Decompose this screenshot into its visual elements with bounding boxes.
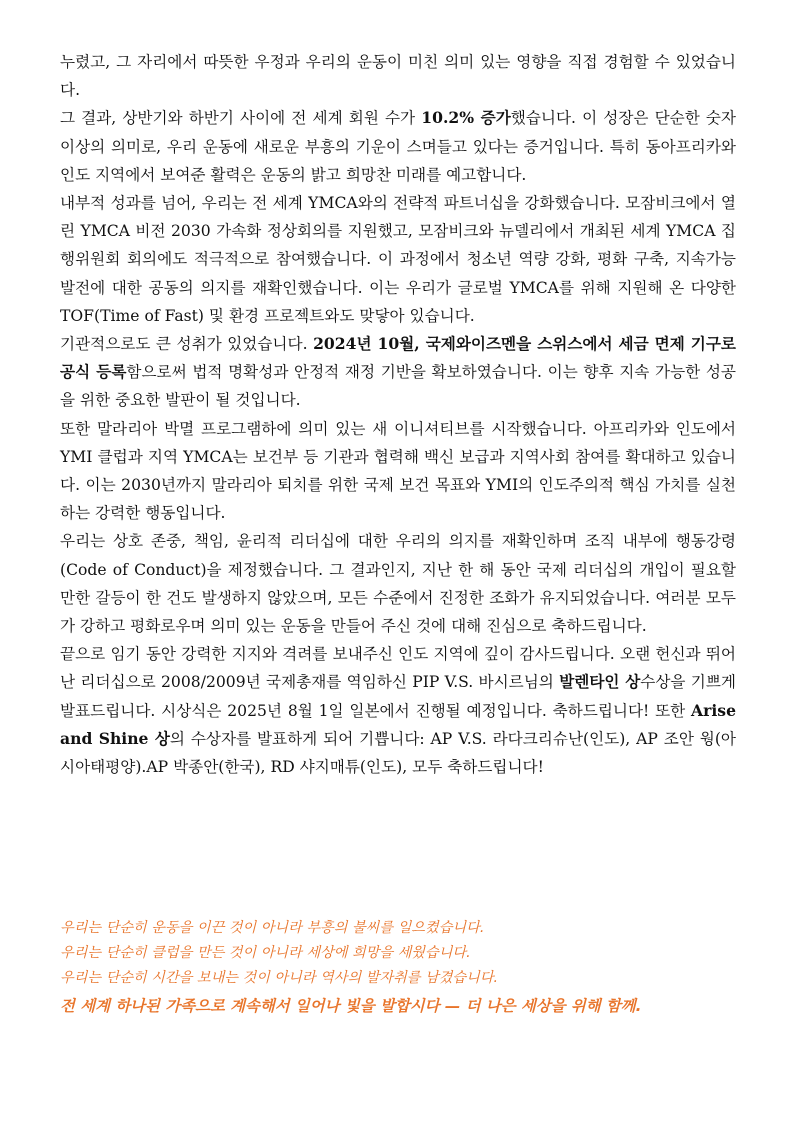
paragraph-text: 의 수상자를 발표하게 되어 기쁩니다: AP V.S. 라다크리슈난(인도), AP 조안 웡(아시아태평양).AP 박종안(한국), RD 샤지매튜(인도), 모두 축하드립니다!: [60, 729, 736, 777]
emphasis-text: 발렌타인 상: [559, 672, 641, 692]
paragraph-5: [60, 415, 736, 528]
paragraph-6: [60, 527, 736, 640]
paragraph-text: 함으로써 법적 명확성과 안정적 재정 기반을 확보하였습니다. 이는 향후 지속 가능한 성공을 위한 중요한 발판이 될 것입니다.: [60, 363, 736, 410]
paragraph-2: [60, 104, 736, 189]
paragraph-text: 끝으로 임기 동안 강력한 지지와 격려를 보내주신 인도 지역에 깊이 감사드립니다. 오랜 헌신과 뛰어난 리더십으로 2008/2009년 국제총재를 역임하신 PIP V.S. 바시르님의: [60, 645, 736, 692]
paragraph-7: [60, 640, 736, 781]
closing-line-2: 우리는 단순히 클럽을 만든 것이 아니라 세상에 희망을 세웠습니다.: [60, 945, 471, 961]
paragraph-1: [60, 48, 736, 104]
paragraph-text: 또한 말라리아 박멸 프로그램하에 의미 있는 새 이니셔티브를 시작했습니다. 아프리카와 인도에서 YMI 클럽과 지역 YMCA는 보건부 등 기관과 협력해 백신 보급과 지역사회 참여를 확대하고 있습니다. 이는 2030년까지 말라리아 퇴치를 위한 국제 보건 목표와 YMI의 인도주의적 핵심 가치를 실천하는 강력한 행동입니다.: [60, 419, 736, 523]
emphasis-text: 10.2% 증가: [421, 108, 511, 128]
paragraph-text: 내부적 성과를 넘어, 우리는 전 세계 YMCA와의 전략적 파트너십을 강화했습니다. 모잠비크에서 열린 YMCA 비전 2030 가속화 정상회의를 지원했고, 모잠비크와 뉴델리에서 개최된 세계 YMCA 집행위원회 회의에도 적극적으로 참여했습니다. 이 과정에서 청소년 역량 강화, 평화 구축, 지속가능 발전에 대한 공동의 의지를 재확인했습니다. 이는 우리가 글로벌 YMCA를 위해 지원해 온 다양한 TOF(Time of Fast) 및 환경 프로젝트와도 맞닿아 있습니다.: [60, 194, 736, 325]
paragraph-text: 했습니다. 이 성장은 단순한 숫자 이상의 의미로, 우리 운동에 새로운 부흥의 기운이 스며들고 있다는 증거입니다. 특히 동아프리카와 인도 지역에서 보여준 활력은 운동의 밝고 희망찬 미래를 예고합니다.: [60, 109, 736, 184]
emphasis-text: Arise and Shine 상: [60, 700, 736, 748]
closing-call-to-action: 전 세계 하나된 가족으로 계속해서 일어나 빛을 발합시다 — 더 나은 세상을 위해 함께.: [60, 997, 642, 1015]
emphasis-text: 2024년 10월, 국제와이즈멘을 스위스에서 세금 면제 기구로 공식 등록: [60, 334, 736, 382]
paragraph-3: [60, 189, 736, 330]
paragraph-text: 그 결과, 상반기와 하반기 사이에 전 세계 회원 수가: [60, 109, 422, 128]
closing-line-3: 우리는 단순히 시간을 보내는 것이 아니라 역사의 발자취를 남겼습니다.: [60, 970, 499, 986]
paragraph-text: 우리는 상호 존중, 책임, 윤리적 리더십에 대한 우리의 의지를 재확인하며 조직 내부에 행동강령(Code of Conduct)을 제정했습니다. 그 결과인지, 지난 한 해 동안 국제 리더십의 개입이 필요할 만한 갈등이 한 건도 발생하지 않았으며, 모든 수준에서 진정한 조화가 유지되었습니다. 여러분 모두가 강하고 평화로우며 의미 있는 운동을 만들어 주신 것에 대해 진심으로 축하드립니다.: [60, 532, 736, 636]
report-body: [60, 48, 736, 781]
paragraph-text: 누렸고, 그 자리에서 따뜻한 우정과 우리의 운동이 미친 의미 있는 영향을 직접 경험할 수 있었습니다.: [60, 53, 736, 100]
closing-line-1: 우리는 단순히 운동을 이끈 것이 아니라 부흥의 불씨를 일으켰습니다.: [60, 920, 485, 936]
paragraph-text: 수상을 기쁘게 발표드립니다. 시상식은 2025년 8월 1일 일본에서 진행될 예정입니다. 축하드립니다! 또한: [60, 673, 736, 720]
closing-statement: [60, 916, 740, 1020]
paragraph-text: 기관적으로도 큰 성취가 있었습니다.: [60, 335, 314, 354]
paragraph-4: [60, 330, 736, 415]
